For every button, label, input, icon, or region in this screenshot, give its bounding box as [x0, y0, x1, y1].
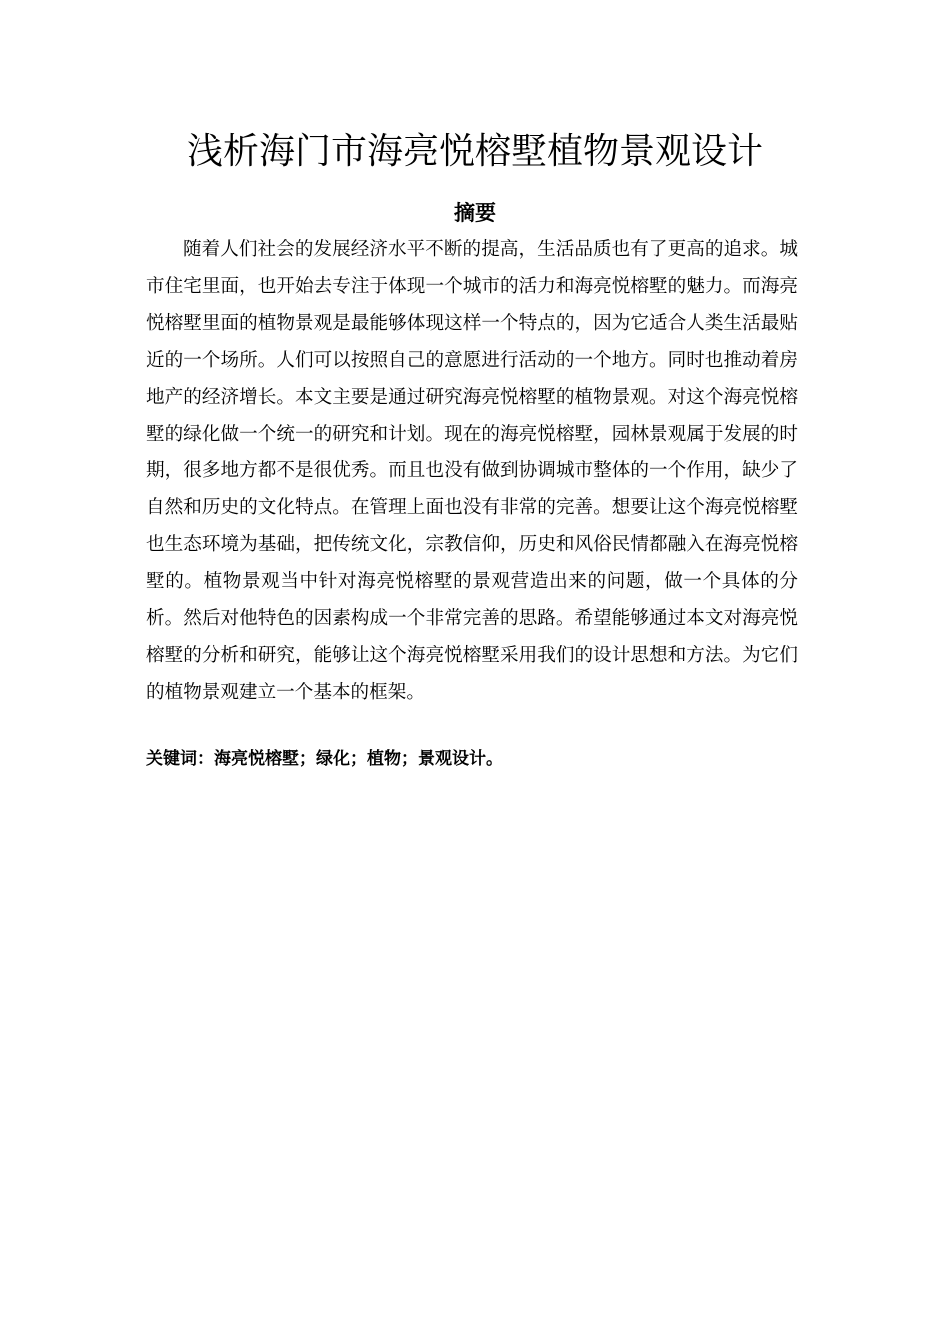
keywords-line: 关键词：海亮悦榕墅；绿化；植物；景观设计。 [146, 749, 503, 769]
page-title: 浅析海门市海亮悦榕墅植物景观设计 [186, 131, 763, 172]
abstract-heading: 摘要 [454, 201, 496, 225]
abstract-paragraph: 随着人们社会的发展经济水平不断的提高，生活品质也有了更高的追求。城市住宅里面，也开始去专注于体现一个城市的活力和海亮悦榕墅的魅力。而海亮悦榕墅里面的植物景观是最能够体现这样一个特点的，因为它适合人类生活最贴近的一个场所。人们可以按照自己的意愿进行活动的一个地方。同时也推动着房地产的经济增长。本文主要是通过研究海亮悦榕墅的植物景观。对这个海亮悦榕墅的绿化做一个统一的研究和计划。现在的海亮悦榕墅，园林景观属于发展的时期，很多地方都不是很优秀。而且也没有做到协调城市整体的一个作用，缺少了自然和历史的文化特点。在管理上面也没有非常的完善。想要让这个海亮悦榕墅也生态环境为基础，把传统文化，宗教信仰，历史和风俗民情都融入在海亮悦榕墅的。植物景观当中针对海亮悦榕墅的景观营造出来的问题，做一个具体的分析。然后对他特色的因素构成一个非常完善的思路。希望能够通过本文对海亮悦榕墅的分析和研究，能够让这个海亮悦榕墅采用我们的设计思想和方法。为它们的植物景观建立一个基本的框架。 [146, 239, 798, 703]
